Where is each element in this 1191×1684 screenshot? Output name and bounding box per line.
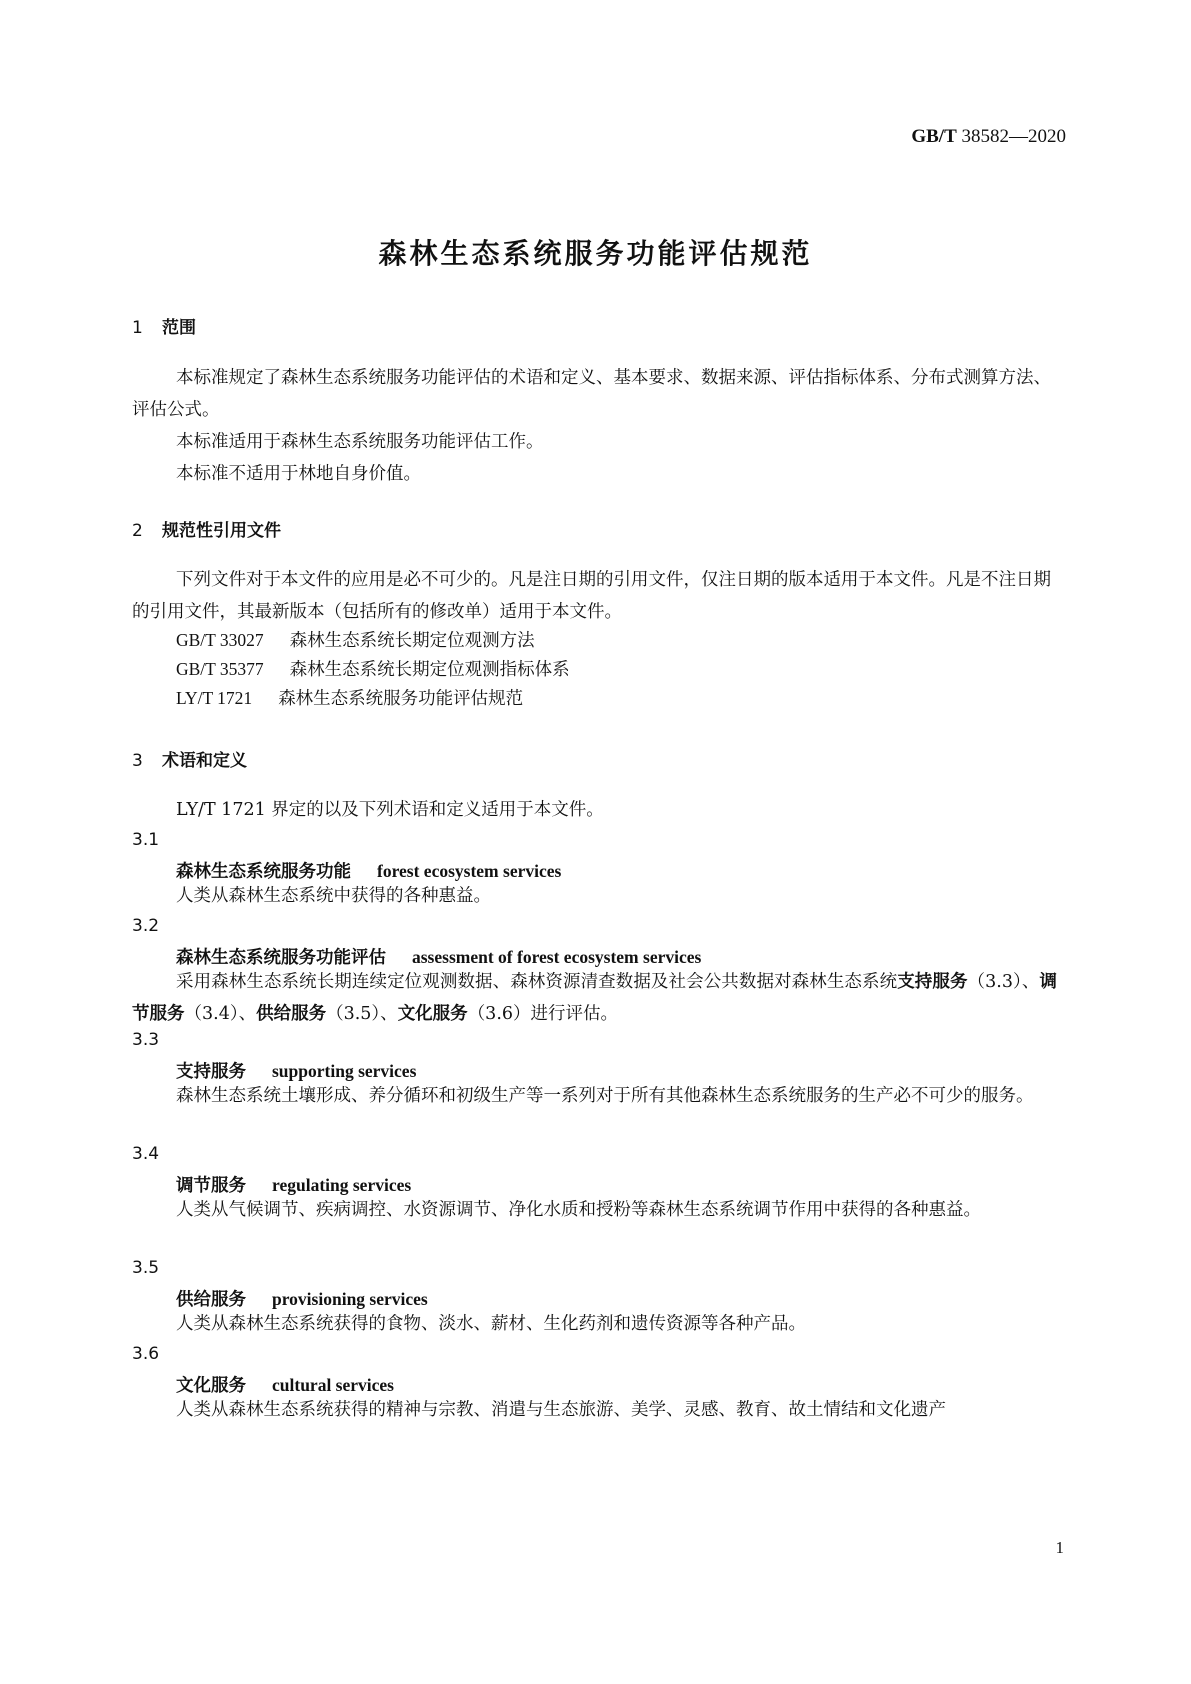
document-title: 森林生态系统服务功能评估规范 <box>378 237 813 270</box>
paragraph: 本标准适用于森林生态系统服务功能评估工作。 <box>176 432 544 452</box>
term-number: 3.5 <box>132 1258 160 1278</box>
section-number: 2 <box>132 521 143 541</box>
term-en: provisioning services <box>272 1289 428 1309</box>
term-number: 3.4 <box>132 1144 160 1164</box>
section-number: 1 <box>132 318 143 338</box>
reference-code: GB/T 33027 <box>176 630 264 650</box>
paragraph: 本标准不适用于林地自身价值。 <box>176 464 421 484</box>
definition-text: （3.6）进行评估。 <box>467 1004 619 1024</box>
reference-item <box>176 682 523 715</box>
standard-code <box>911 126 1066 148</box>
term-en: supporting services <box>272 1061 417 1081</box>
term-definition: 人类从气候调节、疾病调控、水资源调节、净化水质和授粉等森林生态系统调节作用中获得的各种惠益。 <box>176 1200 981 1220</box>
term-en: assessment of forest ecosystem services <box>412 947 702 967</box>
page-number: 1 <box>1055 1538 1064 1557</box>
definition-text: （3.3）、 <box>967 972 1040 992</box>
term-ref: 文化服务 <box>397 1004 468 1024</box>
reference-name: 森林生态系统长期定位观测指标体系 <box>289 660 570 680</box>
reference-name: 森林生态系统长期定位观测方法 <box>289 631 535 651</box>
term-number: 3.3 <box>132 1030 160 1050</box>
reference-code: GB/T 35377 <box>176 659 264 679</box>
term-zh: 森林生态系统服务功能 <box>176 862 351 882</box>
term-definition: 人类从森林生态系统中获得的各种惠益。 <box>176 886 491 906</box>
reference-code: LY/T 1721 <box>176 688 253 708</box>
standard-prefix: GB/T <box>911 126 957 147</box>
term-definition: 人类从森林生态系统获得的精神与宗教、消遣与生态旅游、美学、灵感、教育、故土情结和文化遗产 <box>176 1400 946 1420</box>
term-number: 3.2 <box>132 916 160 936</box>
section-title: 规范性引用文件 <box>162 521 281 541</box>
term-en: regulating services <box>272 1175 412 1195</box>
term-definition <box>132 966 1057 1030</box>
term-zh: 供给服务 <box>176 1290 246 1310</box>
term-number: 3.6 <box>132 1344 160 1364</box>
section-1-heading <box>132 313 196 338</box>
section-title: 术语和定义 <box>162 751 247 771</box>
term-ref: 供给服务 <box>256 1004 327 1024</box>
reference-name: 森林生态系统服务功能评估规范 <box>278 689 524 709</box>
definition-text: 采用森林生态系统长期连续定位观测数据、森林资源清查数据及社会公共数据对森林生态系统 <box>176 972 898 992</box>
paragraph: 本标准规定了森林生态系统服务功能评估的术语和定义、基本要求、数据来源、评估指标体系、分布式测算方法、评估公式。 <box>132 368 1051 420</box>
section-2-heading <box>132 516 281 541</box>
section-number: 3 <box>132 751 143 771</box>
term-zh: 森林生态系统服务功能评估 <box>176 948 386 968</box>
term-definition: 人类从森林生态系统获得的食物、淡水、薪材、生化药剂和遗传资源等各种产品。 <box>176 1314 806 1334</box>
term-zh: 支持服务 <box>176 1062 246 1082</box>
term-ref: 调节服务 <box>132 972 1057 1024</box>
term-definition: 森林生态系统土壤形成、养分循环和初级生产等一系列对于所有其他森林生态系统服务的生产必不可少的服务。 <box>176 1086 1034 1106</box>
section-3-heading <box>132 746 247 771</box>
definition-text: （3.5）、 <box>326 1004 398 1024</box>
term-ref: 支持服务 <box>897 972 968 992</box>
paragraph: 下列文件对于本文件的应用是必不可少的。凡是注日期的引用文件，仅注日期的版本适用于本文件。凡是不注日期的引用文件，其最新版本（包括所有的修改单）适用于本文件。 <box>132 570 1051 622</box>
paragraph: LY/T 1721 界定的以及下列术语和定义适用于本文件。 <box>176 800 604 820</box>
term-zh: 文化服务 <box>176 1376 246 1396</box>
term-number: 3.1 <box>132 830 160 850</box>
term-zh: 调节服务 <box>176 1176 246 1196</box>
term-en: cultural services <box>272 1375 394 1395</box>
standard-number: 38582—2020 <box>961 126 1066 147</box>
section-title: 范围 <box>162 318 196 338</box>
term-en: forest ecosystem services <box>377 861 562 881</box>
definition-text: （3.4）、 <box>184 1004 257 1024</box>
